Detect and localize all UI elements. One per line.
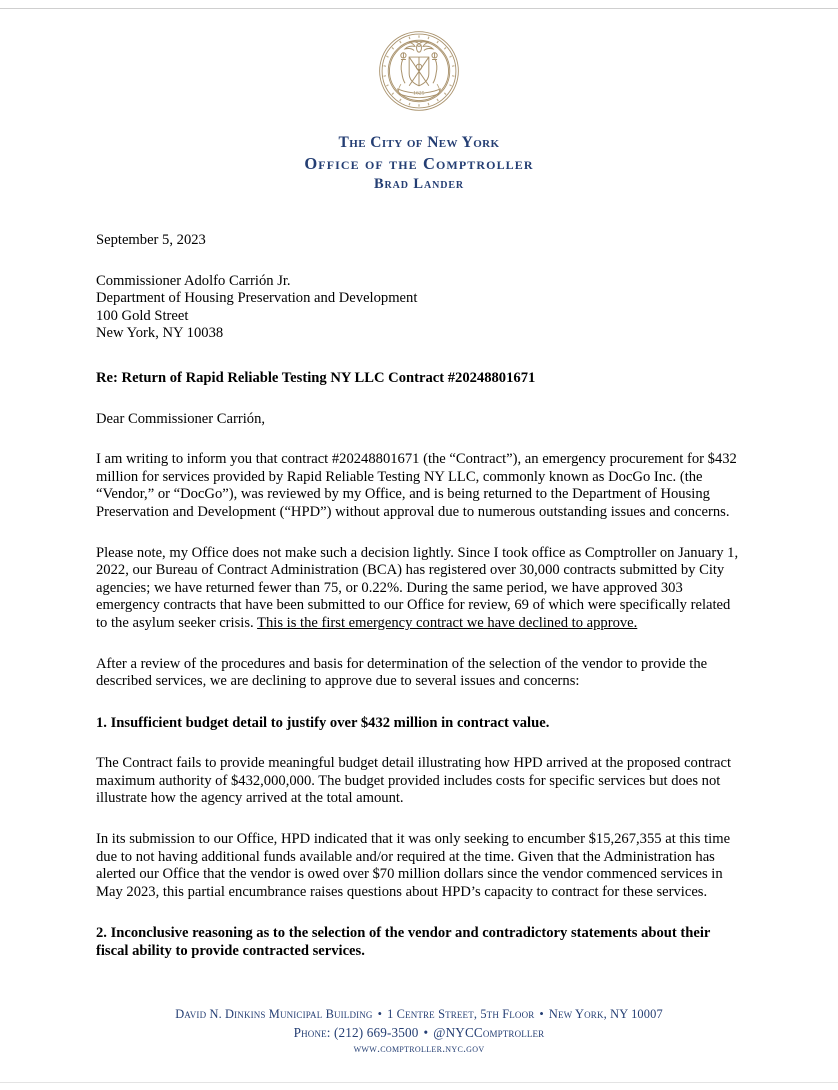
page-footer <box>0 1006 838 1058</box>
letterhead-line-office: Office of the Comptroller <box>304 154 534 174</box>
footer-contact-line <box>0 1024 838 1043</box>
footer-separator-dot: • <box>423 1024 429 1040</box>
city-of-new-york-seal-icon <box>378 30 460 112</box>
letterhead-line-city: The City of New York <box>338 134 500 151</box>
letter-paragraph-2-text: Please note, my Office does not make such a decision lightly. Since I took office as Comptroller on January 1, 2022, our Bureau of Contract Administration (BCA) has registered over 30,000 contracts submitted by City agencies; we have returned fewer than 75, or 0.22%. During the same period, we have approved 303 emergency contracts that have been submitted to our Office for review, 69 of which were specifically related to the asylum seeker crisis. <box>96 544 739 631</box>
letter-body <box>96 232 740 961</box>
issue-1-paragraph-1: The Contract fails to provide meaningful budget detail illustrating how HPD arrived at the proposed contract maximum authority of $432,000,000. The budget provided includes costs for specific services but does not illustrate how the agency arrived at the total amount. <box>96 755 732 807</box>
page-bottom-rule <box>0 1082 838 1083</box>
footer-city-state-zip: New York, NY 10007 <box>548 1007 663 1021</box>
issue-1-heading: 1. Insufficient budget detail to justify over $432 million in contract value. <box>96 714 550 731</box>
letterhead <box>0 30 838 193</box>
recipient-line: New York, NY 10038 <box>96 325 224 342</box>
letter-paragraph-2 <box>96 545 740 633</box>
recipient-line: Department of Housing Preservation and Development <box>96 290 418 307</box>
seal-year-text: 1625 <box>413 90 425 97</box>
letterhead-titles <box>0 133 838 193</box>
issue-1-paragraph-2: In its submission to our Office, HPD indicated that it was only seeking to encumber $15,267,355 at this time due to not having additional funds available and/or required at the time. Given that the Administration has alerted our Office that the vendor is owed over $70 million dollars since the vendor commenced services in May 2023, this partial encumbrance raises questions about HPD’s capacity to contract for these services. <box>96 831 731 900</box>
letter-paragraph-2-underlined-sentence: This is the first emergency contract we have declined to approve. <box>257 614 638 631</box>
footer-separator-dot: • <box>377 1007 383 1021</box>
letter-subject-line: Re: Return of Rapid Reliable Testing NY LLC Contract #20248801671 <box>96 369 536 386</box>
footer-street-address: 1 Centre Street, 5th Floor <box>387 1007 535 1021</box>
footer-social-handle[interactable]: @NYCComptroller <box>433 1024 545 1040</box>
letter-paragraph-3: After a review of the procedures and basis for determination of the selection of the vendor to provide the described services, we are declining to approve due to several issues and concerns: <box>96 655 708 690</box>
footer-phone: Phone: (212) 669-3500 <box>293 1024 419 1040</box>
letter-paragraph-1: I am writing to inform you that contract #20248801671 (the “Contract”), an emergency procurement for $432 million for services provided by Rapid Reliable Testing NY LLC, commonly known as DocGo Inc. (the “Vendor,” or “DocGo”), was reviewed by my Office, and is being returned to the Department of Housing Preservation and Development (“HPD”) without approval due to numerous outstanding issues and concerns. <box>96 451 737 520</box>
issue-2-heading: 2. Inconclusive reasoning as to the selection of the vendor and contradictory statements about their fiscal ability to provide contracted services. <box>96 925 711 960</box>
letter-date: September 5, 2023 <box>96 232 206 248</box>
recipient-line: 100 Gold Street <box>96 307 189 324</box>
recipient-address-block <box>96 273 740 343</box>
page-top-rule <box>0 8 838 9</box>
footer-separator-dot: • <box>539 1007 544 1021</box>
footer-building-name: David N. Dinkins Municipal Building <box>175 1007 373 1021</box>
letter-salutation: Dear Commissioner Carrión, <box>96 410 266 427</box>
footer-website[interactable]: www.comptroller.nyc.gov <box>353 1043 485 1056</box>
recipient-line: Commissioner Adolfo Carrión Jr. <box>96 272 291 289</box>
footer-address-line <box>0 1006 838 1024</box>
letterhead-line-comptroller-name: Brad Lander <box>373 175 465 192</box>
